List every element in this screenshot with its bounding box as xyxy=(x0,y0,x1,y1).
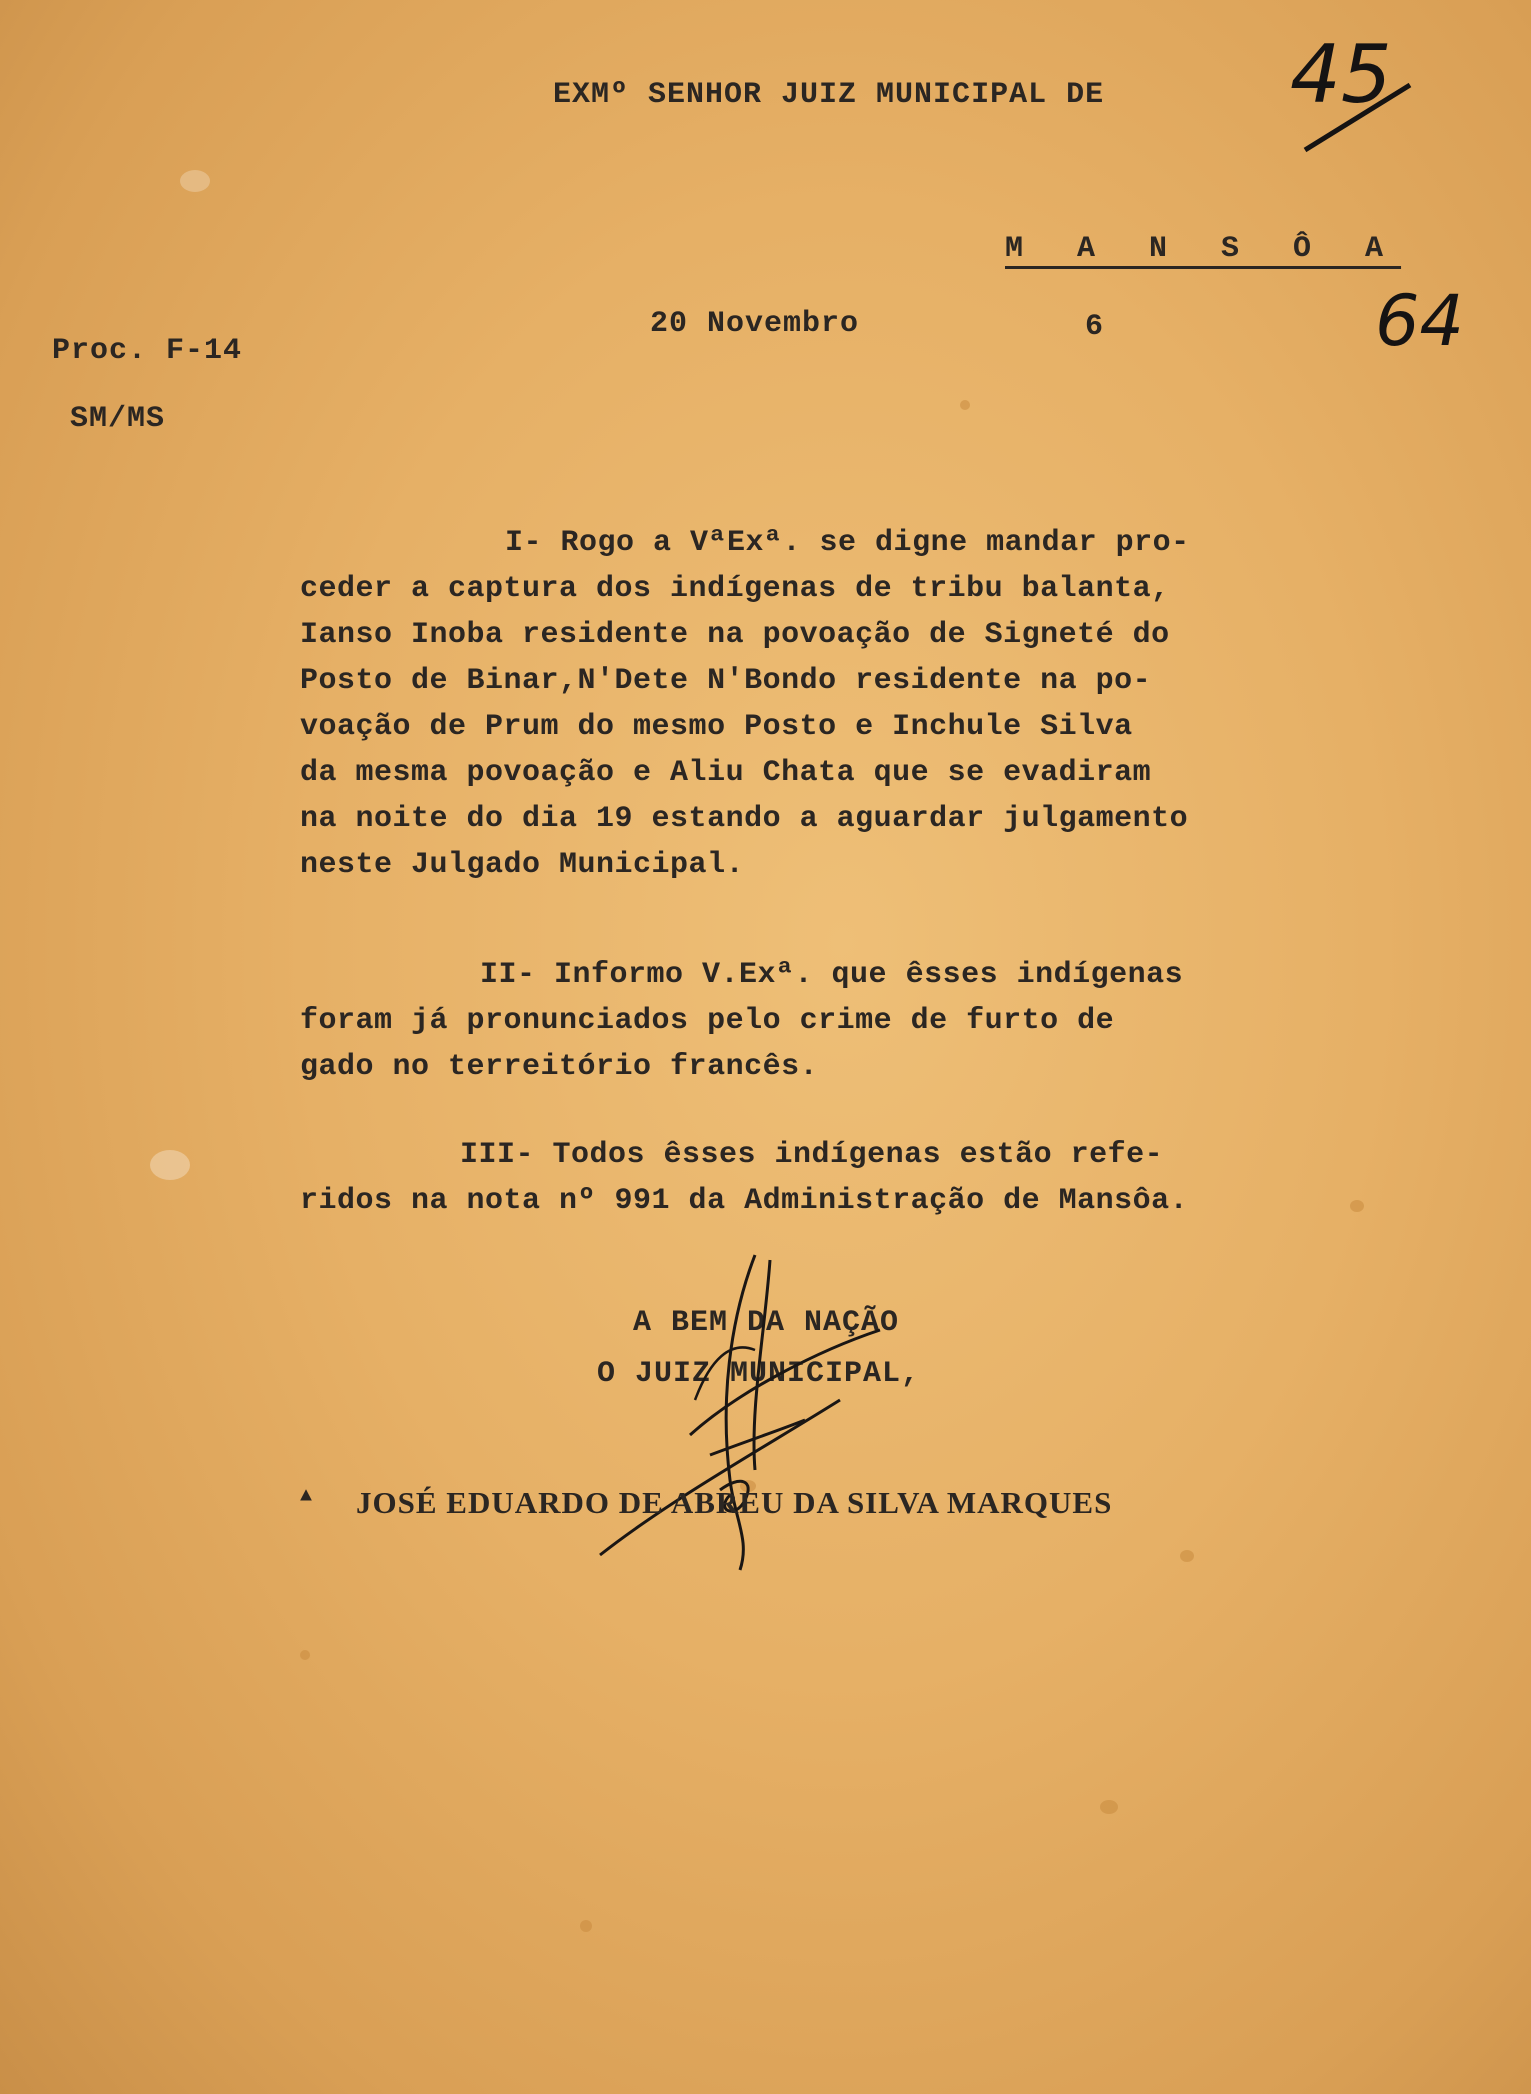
text-line: ceder a captura dos indígenas de tribu balanta, xyxy=(300,572,1170,606)
process-reference: Proc. F-14 xyxy=(52,334,243,368)
text-line: ridos na nota nº 991 da Administração de Mansôa. xyxy=(300,1184,1189,1218)
stain xyxy=(1180,1550,1194,1562)
paper-hole xyxy=(150,1150,190,1180)
text-line: da mesma povoação e Aliu Chata que se evadiram xyxy=(300,756,1152,790)
paragraph-1 xyxy=(300,520,1270,888)
text-line: voação de Prum do mesmo Posto e Inchule Silva xyxy=(300,710,1133,744)
folio-number-second: 64 xyxy=(1375,280,1465,362)
place-name: M A N S Ô A xyxy=(1005,232,1402,266)
year-digit: 6 xyxy=(1085,310,1105,344)
text-line: neste Julgado Municipal. xyxy=(300,848,745,882)
signer-title: O JUIZ MUNICIPAL, xyxy=(597,1357,921,1391)
folio-number-top: 45 xyxy=(1290,28,1392,121)
stain xyxy=(1100,1800,1118,1814)
signature-mark-glyph: ▲ xyxy=(300,1485,314,1508)
text-line: foram já pronunciados pelo crime de furto de xyxy=(300,1004,1115,1038)
paper-hole xyxy=(180,170,210,192)
paragraph-2 xyxy=(300,952,1270,1090)
date-text: 20 Novembro xyxy=(650,307,860,341)
text-line: na noite do dia 19 estando a aguardar julgamento xyxy=(300,802,1189,836)
reference-initials: SM/MS xyxy=(70,402,166,436)
paragraph-3 xyxy=(300,1132,1270,1224)
text-line: gado no terreitório francês. xyxy=(300,1050,819,1084)
folio-underline-stroke xyxy=(1300,75,1420,155)
salutation: A BEM DA NAÇÃO xyxy=(633,1306,900,1340)
signatory-name: JOSÉ EDUARDO DE ABREU DA SILVA MARQUES xyxy=(356,1485,1113,1520)
text-line: Ianso Inoba residente na povoação de Signeté do xyxy=(300,618,1170,652)
stain xyxy=(300,1650,310,1660)
stain xyxy=(580,1920,592,1932)
handwritten-signature xyxy=(580,1240,940,1580)
text-line: III- Todos êsses indígenas estão refe- xyxy=(460,1138,1164,1172)
text-line: II- Informo V.Exª. que êsses indígenas xyxy=(480,958,1184,992)
stain xyxy=(960,400,970,410)
addressee-line: EXMº SENHOR JUIZ MUNICIPAL DE xyxy=(553,78,1105,112)
stain xyxy=(1350,1200,1364,1212)
text-line: Posto de Binar,N'Dete N'Bondo residente na po- xyxy=(300,664,1152,698)
text-line: I- Rogo a VªExª. se digne mandar pro- xyxy=(505,526,1190,560)
